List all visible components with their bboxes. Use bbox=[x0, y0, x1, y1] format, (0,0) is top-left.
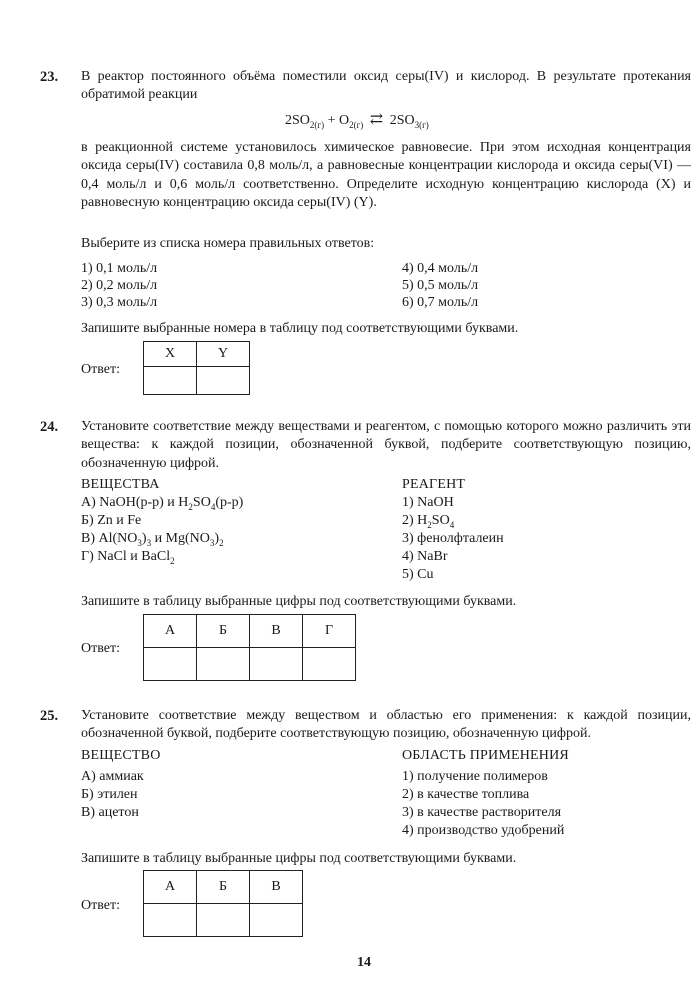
q25-answer-cell-a[interactable] bbox=[144, 904, 197, 937]
q24-reagent-2: 2) $H_2SO_4$ bbox=[402, 513, 455, 530]
q23-col-y: Y bbox=[197, 342, 250, 367]
q25-use-3: 3) в качестве растворителя bbox=[402, 805, 562, 820]
equilibrium-arrows-icon: ⇄ bbox=[369, 111, 384, 128]
q24-reagent-1: 1) NaOH bbox=[402, 495, 454, 510]
q25-left-header: ВЕЩЕСТВО bbox=[81, 748, 161, 763]
q23-answer-cell-x[interactable] bbox=[144, 367, 197, 395]
q24-answer-cell-a[interactable] bbox=[144, 648, 197, 681]
question-25-number: 25. bbox=[40, 708, 59, 724]
q25-item-a: А) аммиак bbox=[81, 769, 144, 784]
q24-answer-cell-b[interactable] bbox=[197, 648, 250, 681]
q25-use-2: 2) в качестве топлива bbox=[402, 787, 530, 802]
q24-item-b: Б) Zn и Fe bbox=[81, 513, 142, 528]
q24-item-v: В) $Al(NO_3)_3$ и $Mg(NO_3)_2$ bbox=[81, 531, 224, 548]
q24-left-header: ВЕЩЕСТВА bbox=[81, 477, 160, 492]
page-number: 14 bbox=[357, 955, 371, 970]
q25-answer-table bbox=[143, 870, 303, 937]
q24-item-g: Г) NaCl и BaCl$_2$ bbox=[81, 549, 175, 566]
question-25-text: Установите соответствие между веществом и областью его применения: к каждой позиции, обозначенной буквой, подберите соответствующую позицию, обозначенную цифрой. bbox=[81, 708, 691, 742]
question-23-intro: В реактор постоянного объёма поместили оксид серы(IV) и кислород. В результате протекания обратимой реакции bbox=[81, 69, 691, 103]
question-24-text: Установите соответствие между веществами и реагентом, с помощью которого можно различить эти вещества: к каждой позиции, обозначенной буквой, подберите соответствующую позицию, обозначенную цифрой. bbox=[81, 419, 691, 471]
question-23-instruction: Выберите из списка номера правильных ответов: bbox=[81, 236, 375, 251]
q24-item-a: А) NaOH(р-р) и $H_2SO_4(р-р)$ bbox=[81, 495, 244, 512]
q24-answer-cell-v[interactable] bbox=[250, 648, 303, 681]
q24-answer-table bbox=[143, 614, 356, 681]
question-23-body: в реакционной системе установилось химическое равновесие. При этом исходная концентрация оксида серы(IV) составила 0,8 моль/л, а равновесные концентрации кислорода и оксида серы(VI) — 0,4 моль/л и 0,6 моль/л соответственно. Определите исходную концентрацию кислорода (X) и равновесную концентрацию оксида серы(IV) (Y). bbox=[81, 140, 691, 211]
q24-col-a: А bbox=[144, 615, 197, 648]
question-23-write-instruction: Запишите выбранные номера в таблицу под соответствующими буквами. bbox=[81, 321, 519, 336]
q23-col-x: X bbox=[144, 342, 197, 367]
q23-option-3: 3) 0,3 моль/л bbox=[81, 295, 158, 310]
q24-answer-cell-g[interactable] bbox=[303, 648, 356, 681]
q25-answer-cell-v[interactable] bbox=[250, 904, 303, 937]
q23-option-4: 4) 0,4 моль/л bbox=[402, 261, 479, 276]
q23-option-2: 2) 0,2 моль/л bbox=[81, 278, 158, 293]
q25-right-header: ОБЛАСТЬ ПРИМЕНЕНИЯ bbox=[402, 748, 569, 763]
q24-right-header: РЕАГЕНТ bbox=[402, 477, 466, 492]
question-25-write-instruction: Запишите в таблицу выбранные цифры под соответствующими буквами. bbox=[81, 851, 517, 866]
question-23-number: 23. bbox=[40, 69, 59, 85]
q24-reagent-3: 3) фенолфталеин bbox=[402, 531, 504, 546]
q25-col-v: В bbox=[250, 871, 303, 904]
q23-answer-table bbox=[143, 341, 250, 395]
q24-col-g: Г bbox=[303, 615, 356, 648]
q25-answer-cell-b[interactable] bbox=[197, 904, 250, 937]
q25-col-b: Б bbox=[197, 871, 250, 904]
q25-answer-label: Ответ: bbox=[81, 898, 120, 913]
q25-item-v: В) ацетон bbox=[81, 805, 139, 820]
reaction-equation: $2SO_{2(г)} + O_{2(г)}$ ⇄ $2SO_{3(г)}$ bbox=[285, 111, 429, 130]
q24-col-b: Б bbox=[197, 615, 250, 648]
q24-reagent-4: 4) NaBr bbox=[402, 549, 448, 564]
q23-option-1: 1) 0,1 моль/л bbox=[81, 261, 158, 276]
q25-use-4: 4) производство удобрений bbox=[402, 823, 565, 838]
q24-answer-label: Ответ: bbox=[81, 641, 120, 656]
q25-use-1: 1) получение полимеров bbox=[402, 769, 548, 784]
q24-col-v: В bbox=[250, 615, 303, 648]
question-24-number: 24. bbox=[40, 419, 59, 435]
q24-reagent-5: 5) Cu bbox=[402, 567, 434, 582]
q25-item-b: Б) этилен bbox=[81, 787, 138, 802]
q25-col-a: А bbox=[144, 871, 197, 904]
q23-option-6: 6) 0,7 моль/л bbox=[402, 295, 479, 310]
q23-answer-cell-y[interactable] bbox=[197, 367, 250, 395]
q23-option-5: 5) 0,5 моль/л bbox=[402, 278, 479, 293]
q23-answer-label: Ответ: bbox=[81, 362, 120, 377]
question-24-write-instruction: Запишите в таблицу выбранные цифры под соответствующими буквами. bbox=[81, 594, 517, 609]
